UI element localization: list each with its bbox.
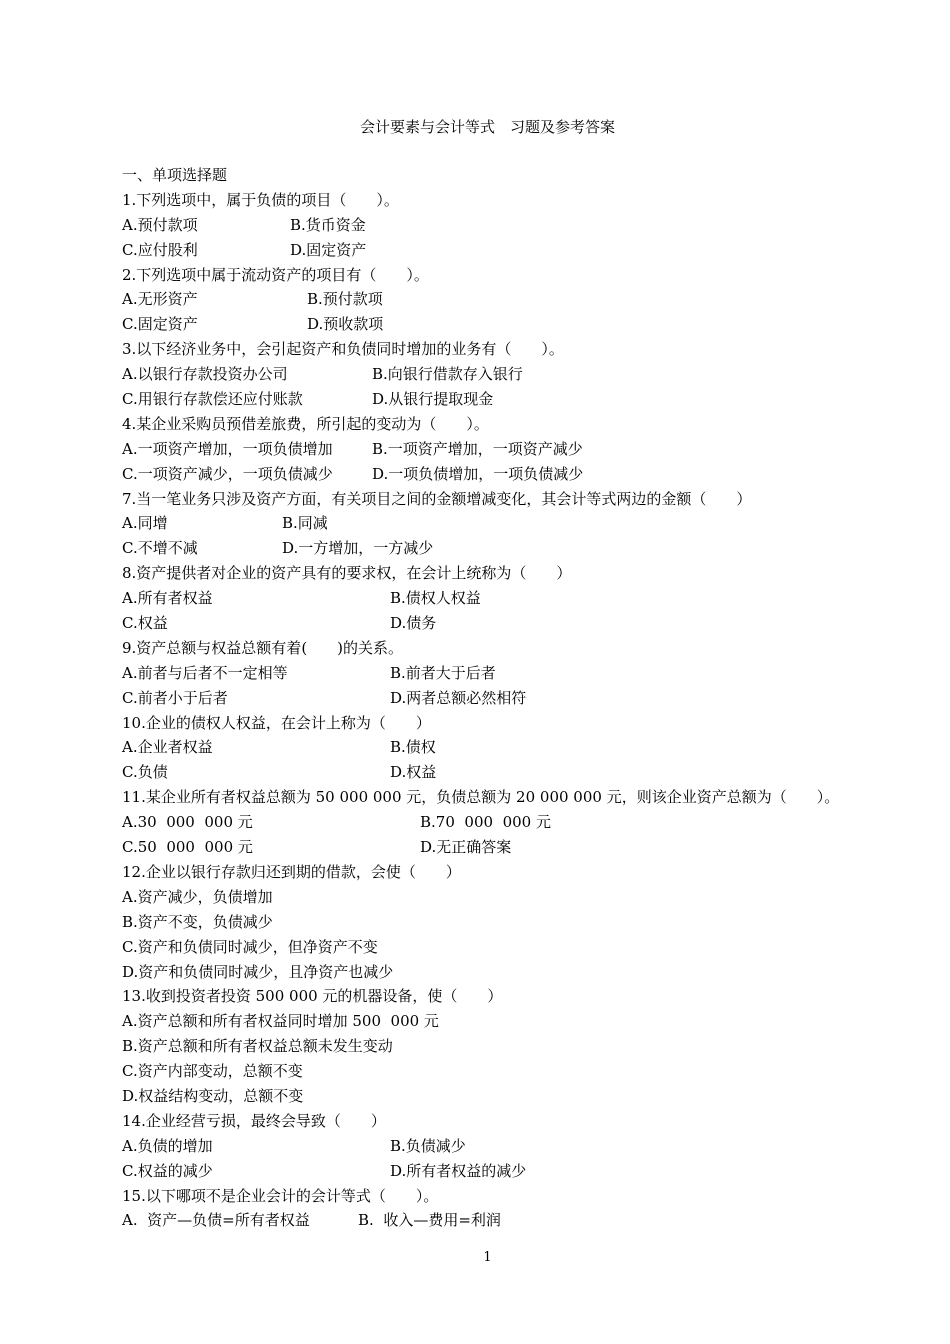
option-row	[122, 810, 902, 835]
option-row	[122, 1208, 902, 1233]
page-number: 1	[483, 1250, 492, 1265]
answer-option: B.资产不变，负债减少	[122, 912, 273, 931]
answer-option: A.同增	[122, 514, 168, 533]
answer-option: D.权益结构变动，总额不变	[122, 1086, 304, 1105]
option-row	[122, 1084, 902, 1109]
answer-option: B.同减	[282, 514, 328, 533]
question-text: 1.下列选项中，属于负债的项目（ ）。	[122, 190, 399, 209]
option-row	[122, 611, 902, 636]
question-text: 14.企业经营亏损，最终会导致（ ）	[122, 1111, 386, 1130]
question-text: 11.某企业所有者权益总额为 50 000 000 元，负债总额为 20 000 000 元，则该企业资产总额为（ ）。	[122, 788, 840, 807]
section-heading: 一、单项选择题	[122, 166, 228, 184]
answer-option: C.权益	[122, 614, 168, 633]
question-text: 10.企业的债权人权益，在会计上称为（ ）	[122, 713, 431, 732]
answer-option: A.预付款项	[122, 215, 198, 234]
option-row	[122, 462, 902, 487]
answer-option: B.负债减少	[390, 1136, 466, 1155]
option-row	[122, 387, 902, 412]
answer-option: A.企业者权益	[122, 738, 213, 757]
answer-option: A.资产减少，负债增加	[122, 887, 273, 906]
option-row	[122, 1134, 902, 1159]
answer-option: C.50 000 000 元	[122, 838, 253, 857]
question-text: 9.资产总额与权益总额有着( )的关系。	[122, 638, 404, 657]
answer-option: C.一项资产减少，一项负债减少	[122, 464, 333, 483]
answer-option: B. 收入—费用=利润	[358, 1211, 501, 1230]
answer-option: D.债务	[390, 614, 437, 633]
answer-option: B.一项资产增加，一项资产减少	[372, 439, 583, 458]
answer-option: D.一方增加，一方减少	[282, 539, 434, 558]
answer-option: B.资产总额和所有者权益总额未发生变动	[122, 1037, 393, 1056]
option-row	[122, 910, 902, 935]
answer-option: A.30 000 000 元	[122, 813, 253, 832]
answer-option: B.预付款项	[307, 290, 383, 309]
answer-option: B.货币资金	[290, 215, 366, 234]
answer-option: B.债权	[390, 738, 436, 757]
question-text: 15.以下哪项不是企业会计的会计等式（ ）。	[122, 1186, 439, 1205]
answer-option: D.从银行提取现金	[372, 390, 494, 409]
option-row	[122, 1059, 902, 1084]
question-text: 12.企业以银行存款归还到期的借款，会使（ ）	[122, 862, 461, 881]
answer-option: B.70 000 000 元	[420, 813, 551, 832]
question-text: 7.当一笔业务只涉及资产方面，有关项目之间的金额增减变化，其会计等式两边的金额（ ）	[122, 489, 752, 508]
answer-option: A.资产总额和所有者权益同时增加 500 000 元	[122, 1012, 439, 1031]
option-row	[122, 960, 902, 985]
answer-option: D.预收款项	[307, 315, 384, 334]
option-row	[122, 213, 902, 238]
answer-option: B.债权人权益	[390, 589, 481, 608]
answer-option: D.一项负债增加，一项负债减少	[372, 464, 584, 483]
option-row	[122, 661, 902, 686]
answer-option: A.所有者权益	[122, 589, 213, 608]
option-row	[122, 735, 902, 760]
answer-option: A.前者与后者不一定相等	[122, 663, 288, 682]
option-row	[122, 1009, 902, 1034]
option-row	[122, 1159, 902, 1184]
option-row	[122, 536, 902, 561]
answer-option: C.用银行存款偿还应付账款	[122, 390, 303, 409]
answer-option: A. 资产—负债=所有者权益	[122, 1211, 310, 1230]
option-row	[122, 760, 902, 785]
option-row	[122, 238, 902, 263]
answer-option: B.前者大于后者	[390, 663, 496, 682]
question-text: 4.某企业采购员预借差旅费，所引起的变动为（ ）。	[122, 414, 489, 433]
answer-option: D.权益	[390, 763, 437, 782]
option-row	[122, 511, 902, 536]
answer-option: D.无正确答案	[420, 838, 512, 857]
answer-option: D.固定资产	[290, 240, 367, 259]
answer-option: A.一项资产增加，一项负债增加	[122, 439, 333, 458]
answer-option: C.不增不减	[122, 539, 198, 558]
document-title: 会计要素与会计等式 习题及参考答案	[359, 118, 615, 136]
option-row	[122, 885, 902, 910]
answer-option: A.无形资产	[122, 290, 198, 309]
question-text: 8.资产提供者对企业的资产具有的要求权，在会计上统称为（ ）	[122, 564, 572, 583]
option-row	[122, 935, 902, 960]
answer-option: D.两者总额必然相符	[390, 688, 527, 707]
answer-option: C.权益的减少	[122, 1161, 213, 1180]
question-list	[122, 163, 902, 1233]
answer-option: B.向银行借款存入银行	[372, 365, 523, 384]
answer-option: A.负债的增加	[122, 1136, 213, 1155]
question-text: 13.收到投资者投资 500 000 元的机器设备，使（ ）	[122, 987, 503, 1006]
option-row	[122, 362, 902, 387]
answer-option: C.资产内部变动，总额不变	[122, 1062, 303, 1081]
answer-option: C.资产和负债同时减少，但净资产不变	[122, 937, 378, 956]
option-row	[122, 287, 902, 312]
question-text: 3.以下经济业务中，会引起资产和负债同时增加的业务有（ ）。	[122, 340, 564, 359]
answer-option: C.前者小于后者	[122, 688, 228, 707]
answer-option: A.以银行存款投资办公司	[122, 365, 288, 384]
answer-option: D.资产和负债同时减少，且净资产也减少	[122, 962, 394, 981]
option-row	[122, 586, 902, 611]
option-row	[122, 835, 902, 860]
option-row	[122, 1034, 902, 1059]
answer-option: C.固定资产	[122, 315, 198, 334]
option-row	[122, 686, 902, 711]
option-row	[122, 437, 902, 462]
answer-option: C.负债	[122, 763, 168, 782]
answer-option: C.应付股利	[122, 240, 198, 259]
answer-option: D.所有者权益的减少	[390, 1161, 527, 1180]
question-text: 2.下列选项中属于流动资产的项目有（ ）。	[122, 265, 429, 284]
option-row	[122, 312, 902, 337]
